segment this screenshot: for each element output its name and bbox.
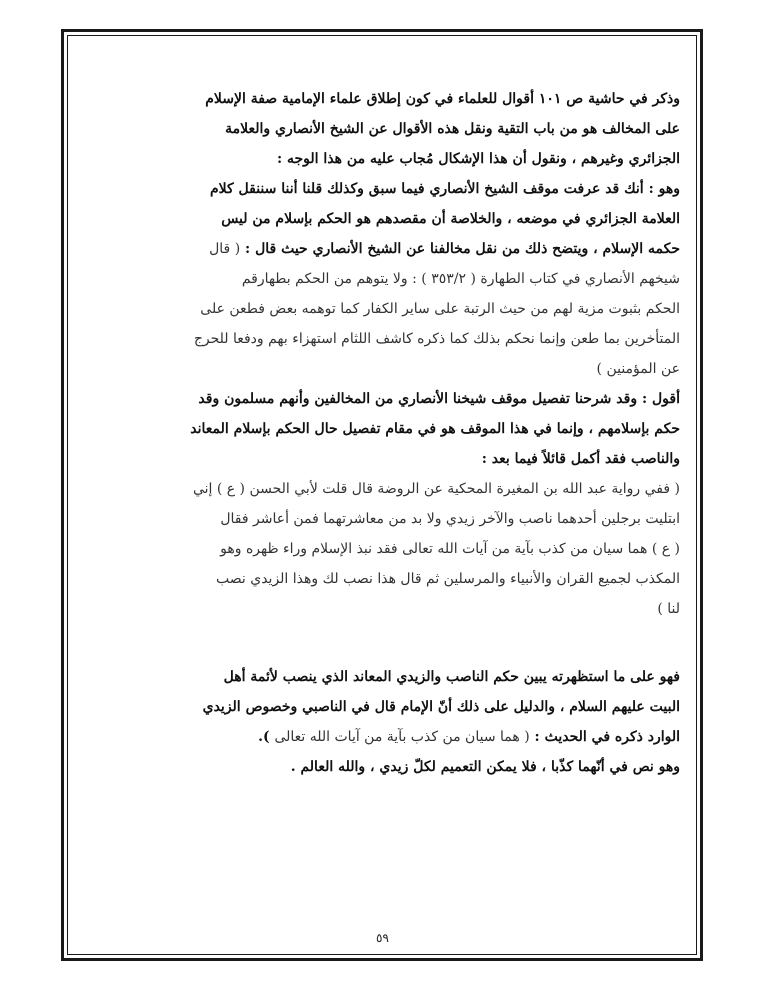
paragraph-1 — [138, 84, 680, 174]
text-line: ابتليت برجلين أحدهما ناصب والآخر زيدي ولا بد من معاشرتهما فمن أعاشر فقال — [220, 511, 680, 527]
text-line: والناصب فقد أكمل قائلاً فيما بعد : — [481, 451, 680, 467]
text-line: وذكر في حاشية ص ١٠١ أقوال للعلماء في كون إطلاق علماء الإمامية صفة الإسلام — [205, 91, 680, 107]
text-line: وهو : أنك قد عرفت موقف الشيخ الأنصاري فيما سبق وكذلك قلنا أننا سننقل كلام — [209, 181, 680, 197]
page-text — [138, 84, 680, 782]
text-line: حكم بإسلامهم ، وإنما في هذا الموقف هو في مقام تفصيل حال الحكم بإسلام المعاند — [190, 421, 680, 437]
paragraph-gap — [138, 624, 680, 662]
paragraph-3 — [138, 384, 680, 474]
text-line: شيخهم الأنصاري في كتاب الطهارة ( ٣٥٣/٢ ) : ولا يتوهم من الحكم بطهارقم — [241, 271, 680, 287]
page-number: ٥٩ — [376, 931, 389, 945]
quote-2 — [138, 474, 680, 624]
quote-start: ( قال — [209, 241, 241, 257]
text-line: ( ع ) هما سيان من كذب بآية من آيات الله تعالى فقد نبذ الإسلام وراء ظهره وهو — [220, 541, 680, 557]
text-line: على المخالف هو من باب التقية ونقل هذه الأقوال عن الشيخ الأنصاري والعلامة — [225, 121, 680, 137]
text-line: البيت عليهم السلام ، والدليل على ذلك أنّ الإمام قال في الناصبي وخصوص الزيدي — [202, 699, 680, 715]
text-line: الجزائري وغيرهم ، ونقول أن هذا الإشكال مُجاب عليه من هذا الوجه : — [276, 151, 680, 167]
text-span: حكمه الإسلام ، ويتضح ذلك من نقل مخالفنا عن الشيخ الأنصاري حيث قال : — [245, 241, 680, 257]
inline-quote: ( هما سيان من كذب بآية من آيات الله تعالى — [274, 729, 530, 745]
text-line — [138, 722, 680, 752]
text-line: العلامة الجزائري في موضعه ، والخلاصة أن مقصدهم هو الحكم بإسلام من ليس — [221, 211, 680, 227]
text-line: المتأخرين بما طعن وإنما نحكم بذلك كما ذكره كاشف اللثام استهزاء بهم ودفعا للحرج — [193, 331, 680, 347]
text-line: أقول : وقد شرحنا تفصيل موقف شيخنا الأنصاري من المخالفين وأنهم مسلمون وقد — [198, 391, 680, 407]
paragraph-4 — [138, 662, 680, 782]
text-span: الوارد ذكره في الحديث : — [534, 729, 680, 745]
text-line: الحكم بثبوت مزية لهم من حيث الرتبة على ساير الكفار كما توهمه بعض فطعن على — [200, 301, 680, 317]
quote-end: ). — [258, 729, 270, 745]
text-line: وهو نص في أنّهما كذّبا ، فلا يمكن التعميم لكلّ زيدي ، والله العالم . — [290, 759, 680, 775]
text-line: ( ففي رواية عبد الله بن المغيرة المحكية عن الروضة قال قلت لأبي الحسن ( ع ) إني — [192, 481, 680, 497]
text-line: المكذب لجميع القران والأنبياء والمرسلين ثم قال هذا نصب لك وهذا الزيدي نصب — [216, 571, 680, 587]
paragraph-2 — [138, 174, 680, 264]
text-line — [138, 234, 680, 264]
quote-1 — [138, 264, 680, 384]
text-line: لنا ) — [657, 601, 680, 617]
text-line: فهو على ما استظهرته يبين حكم الناصب والزيدي المعاند الذي ينصب لأئمة أهل — [223, 669, 680, 685]
text-line: عن المؤمنين ) — [596, 361, 680, 377]
